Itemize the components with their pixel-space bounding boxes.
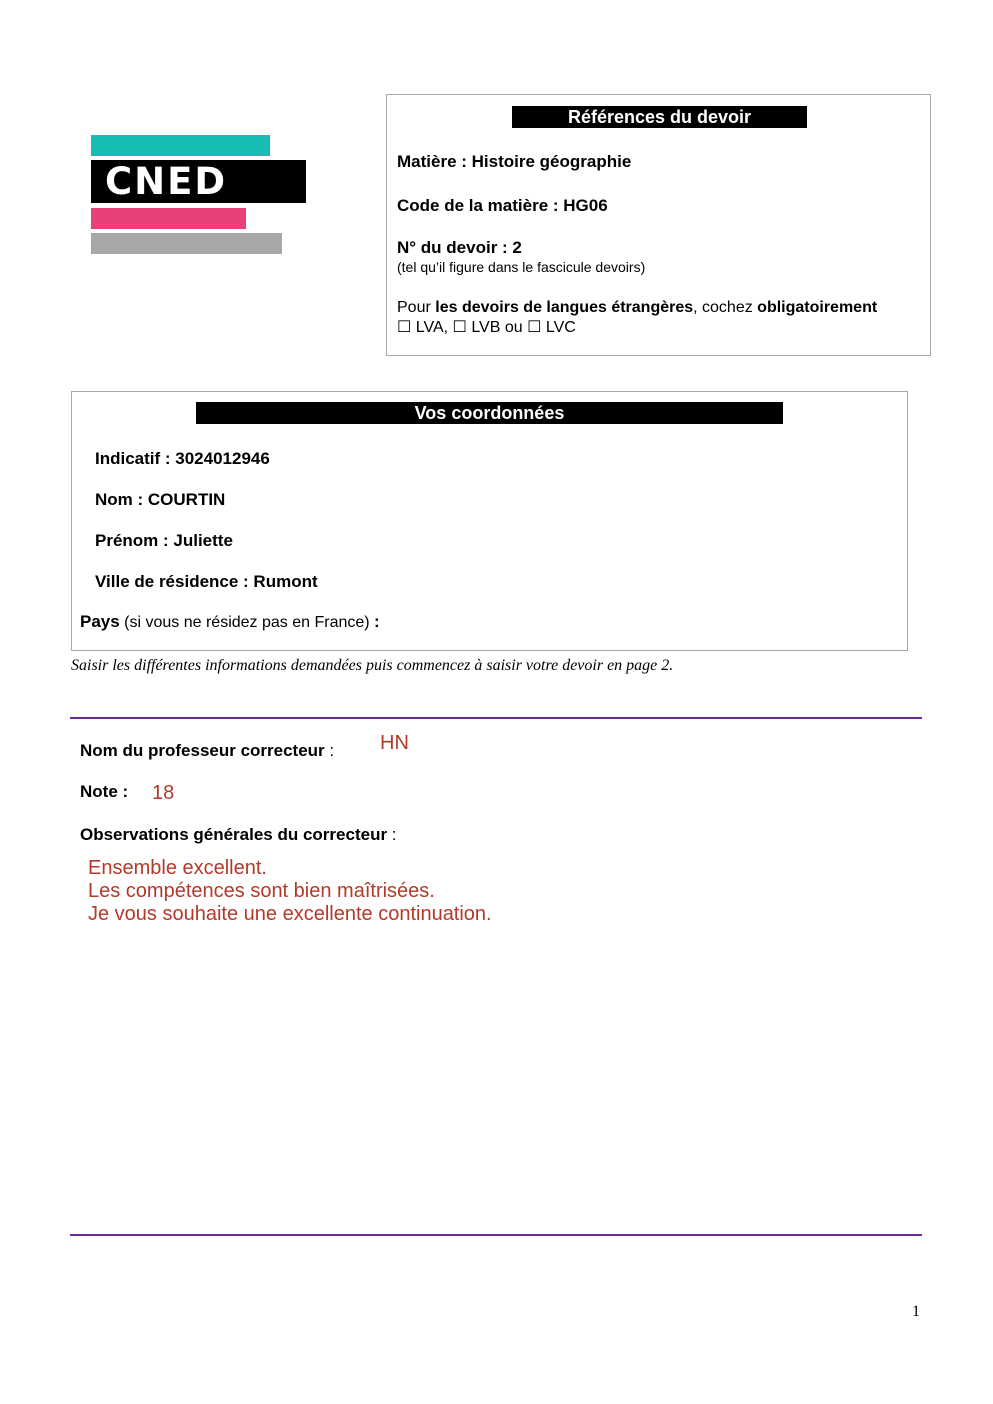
observation-line-2: Les compétences sont bien maîtrisées. [88,880,435,902]
note-value: 18 [152,782,175,804]
ville-line: Ville de résidence : Rumont [95,572,318,591]
observation-line-1: Ensemble excellent. [88,857,267,879]
logo-text: CNED [105,160,228,203]
code-value: HG06 [563,196,608,215]
pays-line [80,612,380,633]
langues-obligatoire: obligatoirement [757,299,878,316]
top-divider [70,717,922,719]
logo-teal-bar [91,135,270,156]
bottom-divider [70,1234,922,1236]
prof-line [80,741,334,761]
langues-pre: Pour [397,299,436,316]
devoir-line [397,238,522,258]
observation-line-3: Je vous souhaite une excellente continuation. [88,903,492,925]
prof-colon: : [324,741,335,760]
obs-colon: : [387,825,397,844]
logo-gray-bar [91,233,282,254]
page-number: 1 [912,1303,920,1320]
devoir-label: N° du devoir : [397,238,513,257]
note-label: Note : [80,782,129,801]
prof-value: HN [380,732,409,754]
langues-mid: , cochez [693,299,758,316]
nom-line: Nom : COURTIN [95,490,226,509]
langues-line [397,298,877,318]
prenom-line: Prénom : Juliette [95,531,233,550]
logo-wordmark [91,160,306,203]
matiere-label: Matière : [397,152,472,171]
instruction-text: Saisir les différentes informations demandées puis commencez à saisir votre devoir en page 2. [71,657,674,674]
indicatif-line: Indicatif : 3024012946 [95,449,270,468]
pays-label: Pays [80,612,120,631]
devoir-value: 2 [512,238,522,257]
code-label: Code de la matière : [397,196,564,215]
matiere-line [397,152,631,172]
matiere-value: Histoire géographie [471,152,632,171]
obs-label: Observations générales du correcteur [80,825,388,844]
coordonnees-title: Vos coordonnées [196,402,783,424]
code-line [397,196,608,216]
pays-colon: : [374,612,380,631]
pays-note: (si vous ne résidez pas en France) [119,614,375,631]
references-title: Références du devoir [512,106,807,128]
langues-bold: les devoirs de langues étrangères [435,299,694,316]
obs-line [80,825,397,845]
logo-pink-bar [91,208,246,229]
langues-options: ☐ LVA, ☐ LVB ou ☐ LVC [397,319,576,336]
devoir-note: (tel qu’il figure dans le fascicule devoirs) [397,259,646,275]
prof-label: Nom du professeur correcteur [80,741,325,760]
